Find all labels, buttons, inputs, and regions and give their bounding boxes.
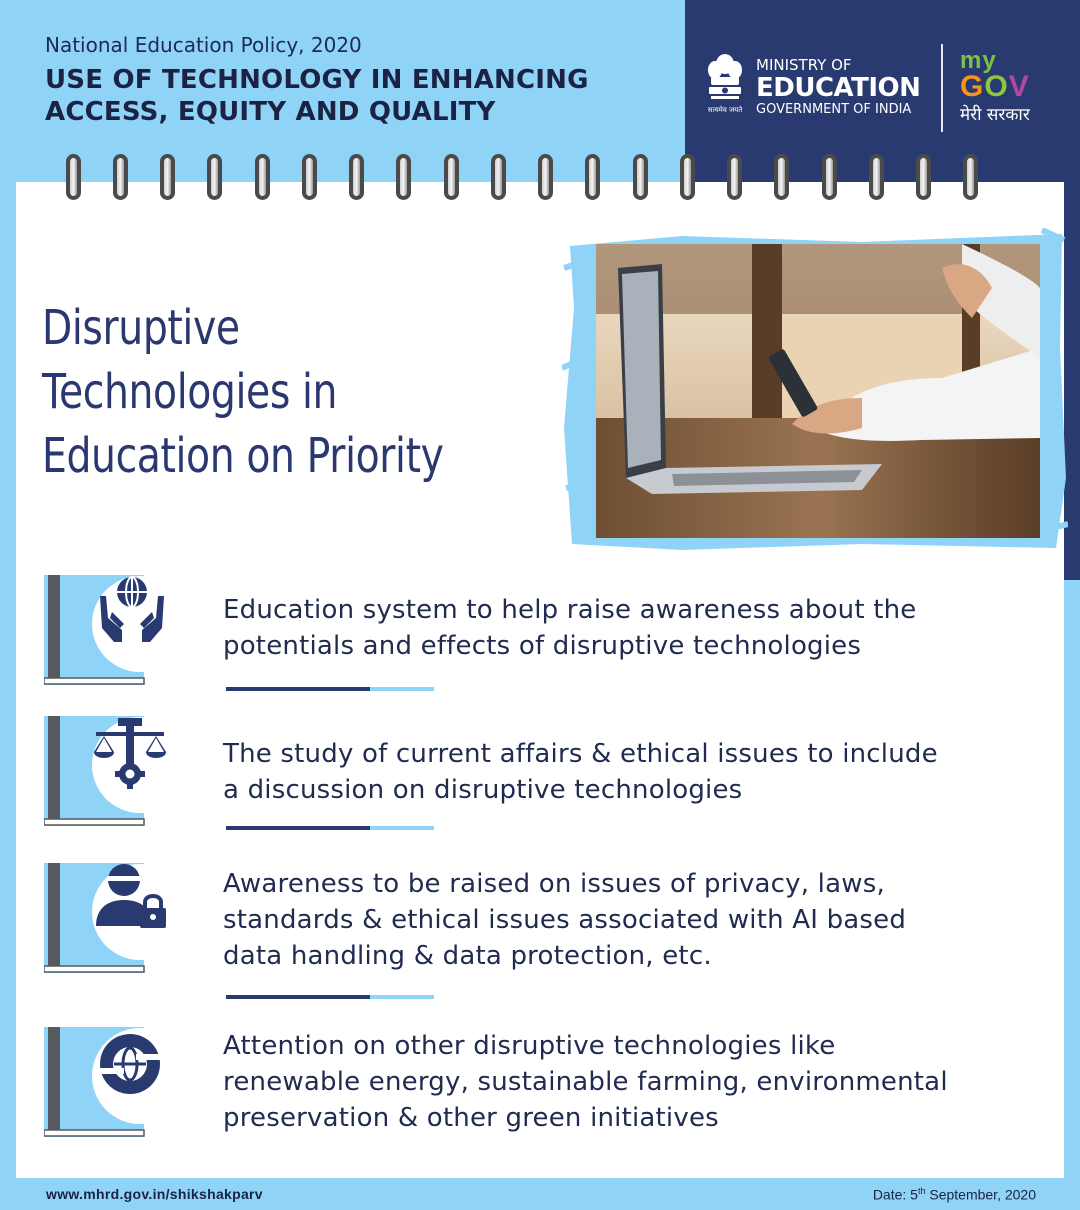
spiral-ring xyxy=(207,154,222,200)
scales-gear-icon xyxy=(90,714,170,794)
item-separator xyxy=(226,826,434,830)
spiral-ring xyxy=(113,154,128,200)
main-heading-line-2: Technologies in xyxy=(42,364,338,420)
spiral-ring xyxy=(822,154,837,200)
item-separator xyxy=(226,995,434,999)
user-lock-icon xyxy=(94,858,170,934)
spiral-ring xyxy=(963,154,978,200)
main-heading xyxy=(42,296,485,488)
list-item-line: preservation & other green initiatives xyxy=(223,1103,719,1133)
list-item-text xyxy=(223,866,1023,974)
list-item-line: The study of current affairs & ethical issues to include xyxy=(223,739,938,769)
spiral-ring xyxy=(396,154,411,200)
list-item-line: renewable energy, sustainable farming, environmental xyxy=(223,1067,948,1097)
spiral-ring xyxy=(774,154,789,200)
item-separator xyxy=(226,687,434,691)
list-item-text xyxy=(223,736,1023,808)
laptop-phone-photo xyxy=(562,228,1068,554)
spiral-ring xyxy=(633,154,648,200)
spiral-ring xyxy=(680,154,695,200)
list-item-line: potentials and effects of disruptive technologies xyxy=(223,631,862,661)
list-item-text xyxy=(223,1028,1023,1136)
list-item-line: Awareness to be raised on issues of privacy, laws, xyxy=(223,869,885,899)
list-item-text xyxy=(223,592,1023,664)
spiral-ring xyxy=(585,154,600,200)
spiral-ring xyxy=(538,154,553,200)
spiral-ring xyxy=(160,154,175,200)
ministry-line-2: EDUCATION xyxy=(756,73,921,103)
ministry-line-1: MINISTRY OF xyxy=(756,56,852,74)
spiral-ring xyxy=(444,154,459,200)
list-item-line: Attention on other disruptive technologies like xyxy=(223,1031,836,1061)
spiral-ring xyxy=(916,154,931,200)
list-item-line: data handling & data protection, etc. xyxy=(223,941,712,971)
date-rest: September, 2020 xyxy=(925,1186,1036,1203)
logo-divider xyxy=(941,44,943,132)
ministry-line-3: GOVERNMENT OF INDIA xyxy=(756,102,912,117)
page-title-line-1: USE OF TECHNOLOGY IN ENHANCING xyxy=(45,65,589,95)
footer-date xyxy=(873,1186,1036,1203)
list-item-line: Education system to help raise awareness about the xyxy=(223,595,917,625)
date-suffix-ordinal: th xyxy=(917,1186,926,1196)
policy-subtitle: National Education Policy, 2020 xyxy=(45,33,362,57)
footer-url[interactable]: www.mhrd.gov.in/shikshakparv xyxy=(46,1186,263,1202)
ministry-logo xyxy=(756,56,920,118)
spiral-ring xyxy=(66,154,81,200)
mygov-logo xyxy=(960,47,1060,126)
spiral-ring xyxy=(349,154,364,200)
main-heading-line-1: Disruptive xyxy=(42,300,240,356)
list-item-line: standards & ethical issues associated with AI based xyxy=(223,905,907,935)
list-item-line: a discussion on disruptive technologies xyxy=(223,775,743,805)
mygov-gov: GOV xyxy=(960,70,1030,103)
spiral-ring xyxy=(727,154,742,200)
spiral-ring xyxy=(302,154,317,200)
spiral-ring xyxy=(869,154,884,200)
national-emblem-icon xyxy=(703,50,747,120)
spiral-ring xyxy=(491,154,506,200)
date-prefix: Date: 5 xyxy=(872,1186,918,1203)
main-heading-line-3: Education on Priority xyxy=(42,428,444,484)
emblem-motto: सत्यमेव जयते xyxy=(707,106,743,114)
globe-hands-icon xyxy=(92,568,172,648)
spiral-ring xyxy=(255,154,270,200)
mygov-tagline: मेरी सरकार xyxy=(960,105,1030,125)
page-title xyxy=(45,64,665,128)
mygov-my: my xyxy=(960,47,997,74)
globe-cycle-icon xyxy=(94,1028,166,1100)
page-title-line-2: ACCESS, EQUITY AND QUALITY xyxy=(45,97,496,127)
